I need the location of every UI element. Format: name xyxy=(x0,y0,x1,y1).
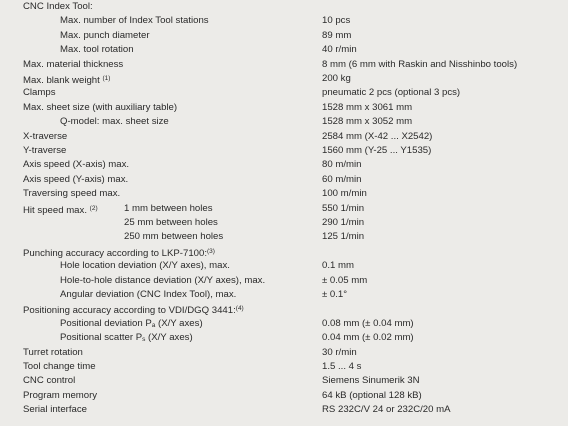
spec-value: 80 m/min xyxy=(322,159,362,171)
spec-value: 290 1/min xyxy=(322,217,365,228)
spec-value: 550 1/min xyxy=(322,202,365,214)
spec-value: 0.04 mm (± 0.02 mm) xyxy=(322,332,414,344)
spec-label: Clamps xyxy=(23,87,56,99)
spec-row-serial-interface xyxy=(0,403,568,416)
spec-value: 1528 mm x 3061 mm xyxy=(322,101,413,113)
spec-label: 250 mm between holes xyxy=(124,231,224,243)
spec-label: Y-traverse xyxy=(23,145,67,156)
spec-value: RS 232C/V 24 or 232C/20 mA xyxy=(322,404,451,416)
spec-label: Max. punch diameter xyxy=(60,29,150,41)
spec-label: Punching accuracy according to LKP-7100: xyxy=(23,247,207,259)
spec-row-index-stations xyxy=(0,14,568,27)
spec-label: Max. sheet size (with auxiliary table) xyxy=(23,101,178,113)
spec-label: Q-model: max. sheet size xyxy=(60,116,169,128)
spec-row-punch-diameter xyxy=(0,29,568,42)
spec-label: Positional deviation P xyxy=(60,317,152,329)
spec-value: 40 r/min xyxy=(322,44,357,56)
spec-row-y-traverse xyxy=(0,144,568,157)
spec-row-blank-weight xyxy=(0,72,568,85)
spec-value: 89 mm xyxy=(322,29,352,41)
spec-value: 0.08 mm (± 0.04 mm) xyxy=(322,317,414,329)
spec-label: Tool change time xyxy=(23,361,96,372)
spec-label: Hit speed max. xyxy=(23,204,87,216)
spec-value: 30 r/min xyxy=(322,346,357,358)
spec-label: Hole-to-hole distance deviation (X/Y axes), max. xyxy=(60,274,266,286)
spec-label: Max. material thickness xyxy=(23,58,124,70)
spec-value: 100 m/min xyxy=(322,188,367,200)
spec-value: 1560 mm (Y-25 ... Y1535) xyxy=(322,145,432,156)
spec-row-traversing-speed xyxy=(0,187,568,200)
spec-row-positional-deviation xyxy=(0,317,568,330)
spec-row-material-thickness xyxy=(0,58,568,71)
spec-label: Traversing speed max. xyxy=(23,188,121,200)
spec-label: X-traverse xyxy=(23,130,68,142)
spec-label: Positioning accuracy according to VDI/DGQ 3441: xyxy=(23,305,236,317)
spec-value: ± 0.05 mm xyxy=(322,274,368,286)
spec-row-angular-deviation xyxy=(0,288,568,301)
spec-label: Max. number of Index Tool stations xyxy=(60,15,209,27)
spec-value: 10 pcs xyxy=(322,15,351,27)
spec-value: 64 kB (optional 128 kB) xyxy=(322,389,422,401)
spec-row-hit-speed-1mm xyxy=(0,202,568,215)
spec-label: Serial interface xyxy=(23,404,87,416)
spec-label: Axis speed (Y-axis) max. xyxy=(23,173,129,185)
spec-label: CNC Index Tool: xyxy=(23,1,93,12)
spec-label: Program memory xyxy=(23,389,98,401)
footnote-ref: (2) xyxy=(89,204,98,212)
spec-value: 60 m/min xyxy=(322,173,362,185)
spec-value: ± 0.1° xyxy=(322,289,348,300)
subscript: s xyxy=(142,336,146,344)
spec-label-suffix: (X/Y axes) xyxy=(145,332,193,344)
footnote-ref: (1) xyxy=(102,75,111,82)
spec-label: Max. blank weight xyxy=(23,75,100,86)
spec-label: Positional scatter P xyxy=(60,332,143,344)
spec-row-tool-rotation xyxy=(0,43,568,56)
spec-label: Max. tool rotation xyxy=(60,44,134,56)
spec-row-q-model-sheet-size xyxy=(0,115,568,128)
footnote-ref: (4) xyxy=(235,305,244,313)
spec-value: 1.5 ... 4 s xyxy=(322,361,362,372)
spec-label: Hole location deviation (X/Y axes), max. xyxy=(60,260,230,272)
spec-row-axis-speed-x xyxy=(0,158,568,171)
spec-value: Siemens Sinumerik 3N xyxy=(322,375,420,387)
spec-row-hit-speed-25mm xyxy=(0,216,568,229)
spec-value: pneumatic 2 pcs (optional 3 pcs) xyxy=(322,87,461,99)
spec-value: 2584 mm (X-42 ... X2542) xyxy=(322,130,433,142)
spec-row-x-traverse xyxy=(0,130,568,143)
footnote-ref: (3) xyxy=(207,247,215,255)
spec-row-hit-speed-250mm xyxy=(0,230,568,243)
spec-row-index-tool xyxy=(0,0,568,13)
spec-label-suffix: (X/Y axes) xyxy=(155,317,203,329)
subscript: a xyxy=(151,321,156,329)
spec-label: 25 mm between holes xyxy=(124,217,218,228)
spec-value: 1528 mm x 3052 mm xyxy=(322,116,413,128)
spec-label: CNC control xyxy=(23,375,76,387)
spec-value: 125 1/min xyxy=(322,231,365,243)
spec-row-clamps xyxy=(0,86,568,99)
spec-row-program-memory xyxy=(0,389,568,402)
spec-row-punching-accuracy xyxy=(0,245,568,258)
spec-label: Axis speed (X-axis) max. xyxy=(23,159,130,171)
spec-value: 8 mm (6 mm with Raskin and Nisshinbo tools) xyxy=(322,58,518,70)
spec-row-positional-scatter xyxy=(0,331,568,344)
spec-value: 200 kg xyxy=(322,73,351,84)
spec-label-detail: 1 mm between holes xyxy=(124,202,213,214)
spec-row-sheet-size xyxy=(0,101,568,114)
spec-label: Angular deviation (CNC Index Tool), max. xyxy=(60,289,237,300)
spec-row-positioning-accuracy xyxy=(0,302,568,315)
spec-row-hole-location xyxy=(0,259,568,272)
spec-row-hole-to-hole xyxy=(0,274,568,287)
spec-row-axis-speed-y xyxy=(0,173,568,186)
spec-row-turret-rotation xyxy=(0,346,568,359)
spec-row-tool-change-time xyxy=(0,360,568,373)
spec-label: Turret rotation xyxy=(23,346,83,358)
spec-value: 0.1 mm xyxy=(322,260,354,272)
spec-row-cnc-control xyxy=(0,374,568,387)
